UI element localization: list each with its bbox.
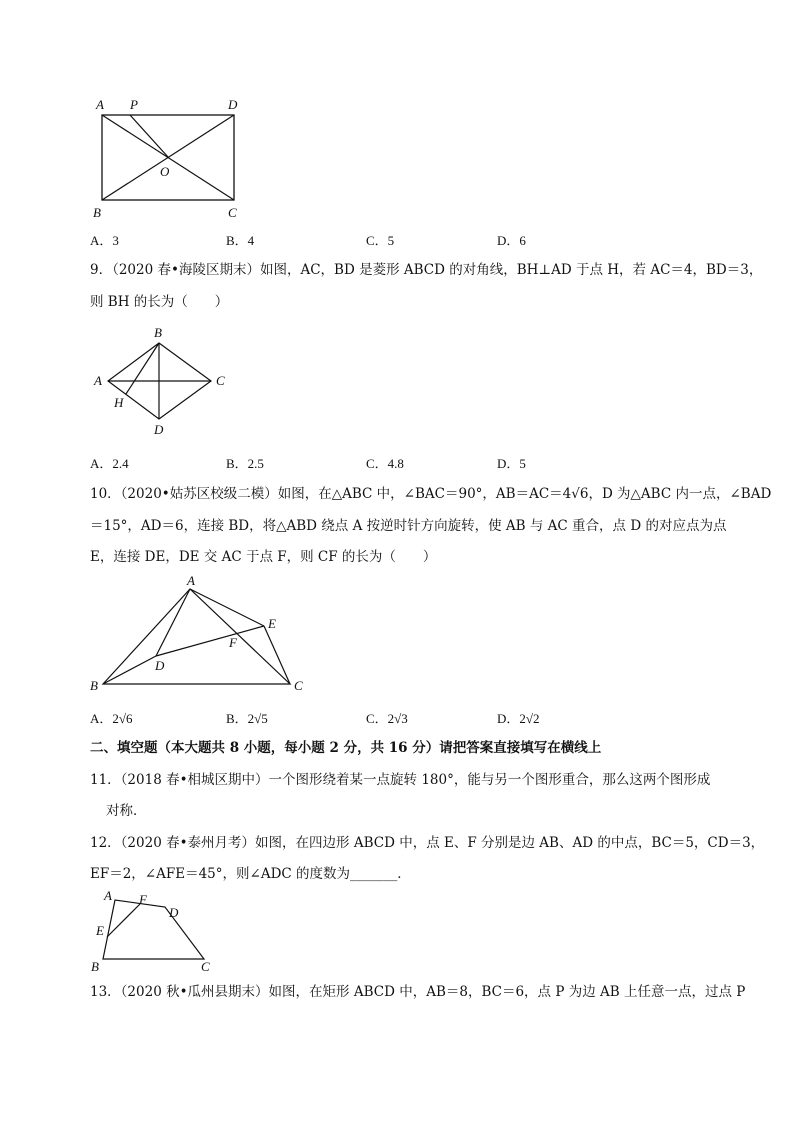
- q9-option-a: A．2.4: [90, 456, 129, 471]
- q9-label-d: D: [154, 422, 164, 437]
- q8-option-d: D．6: [497, 233, 526, 248]
- q8-label-b: B: [93, 205, 101, 220]
- q9-line-2: 则 BH 的长为（ ）: [90, 294, 229, 310]
- q12-label-b: B: [91, 959, 99, 974]
- q10-option-a: A．2√6: [90, 711, 133, 726]
- q10-line-2: ＝15°，AD＝6，连接 BD，将△ABD 绕点 A 按逆时针方向旋转，使 AB 与 AC 重合，点 D 的对应点为点: [90, 518, 727, 534]
- q10-label-e: E: [268, 616, 276, 631]
- q12-label-e: E: [96, 923, 104, 938]
- q10-line-1: 10．（2020•姑苏区校级二模）如图，在△ABC 中，∠BAC＝90°，AB＝AC＝4√6，D 为△ABC 内一点，∠BAD: [90, 486, 772, 502]
- q9-label-a: A: [94, 373, 102, 388]
- q10-option-c: C．2√3: [366, 711, 408, 726]
- q12-label-a: A: [104, 888, 112, 903]
- q10-line-3: E，连接 DE，DE 交 AC 于点 F，则 CF 的长为（ ）: [90, 549, 437, 565]
- q9-option-c: C．4.8: [366, 456, 404, 471]
- q8-label-d: D: [228, 97, 238, 112]
- q13-line-1: 13．（2020 秋•瓜州县期末）如图，在矩形 ABCD 中，AB＝8，BC＝6，点 P 为边 AB 上任意一点，过点 P: [90, 984, 746, 1000]
- q12-line-2: EF＝2，∠AFE＝45°，则∠ADC 的度数为_______．: [90, 866, 411, 882]
- q8-option-c: C．5: [366, 233, 395, 248]
- q10-label-f: F: [229, 635, 237, 650]
- q8-option-a: A．3: [90, 233, 119, 248]
- section-2-heading: 二、填空题（本大题共 8 小题，每小题 2 分，共 16 分）请把答案直接填写在横线上: [90, 740, 602, 756]
- q10-label-b: B: [90, 678, 98, 693]
- q10-option-d: D．2√2: [497, 711, 540, 726]
- q9-option-d: D．5: [497, 456, 526, 471]
- q8-option-b: B．4: [226, 233, 255, 248]
- q9-label-b: B: [154, 325, 162, 340]
- q12-line-1: 12．（2020 春•泰州月考）如图，在四边形 ABCD 中，点 E、F 分别是边 AB、AD 的中点，BC＝5，CD＝3，: [90, 835, 765, 851]
- q11-line-2: 对称．: [106, 803, 147, 819]
- q8-label-a: A: [96, 97, 104, 112]
- q9-label-h: H: [114, 395, 124, 410]
- q9-label-c: C: [216, 373, 225, 388]
- q10-label-c: C: [294, 678, 303, 693]
- q12-label-c: C: [201, 959, 210, 974]
- q8-label-c: C: [228, 205, 237, 220]
- q9-line-1: 9．（2020 春•海陵区期末）如图，AC，BD 是菱形 ABCD 的对角线，BH⊥AD 于点 H，若 AC＝4，BD＝3，: [90, 262, 763, 278]
- q9-option-b: B．2.5: [226, 456, 264, 471]
- q10-label-a: A: [187, 573, 195, 588]
- q10-label-d: D: [155, 658, 165, 673]
- q11-line-1: 11．（2018 春•相城区期中）一个图形绕着某一点旋转 180°，能与另一个图形重合，那么这两个图形成: [90, 772, 711, 788]
- q10-option-b: B．2√5: [226, 711, 268, 726]
- q12-label-f: F: [139, 892, 147, 907]
- q8-label-o: O: [160, 164, 170, 179]
- q12-label-d: D: [169, 905, 179, 920]
- q8-label-p: P: [130, 97, 138, 112]
